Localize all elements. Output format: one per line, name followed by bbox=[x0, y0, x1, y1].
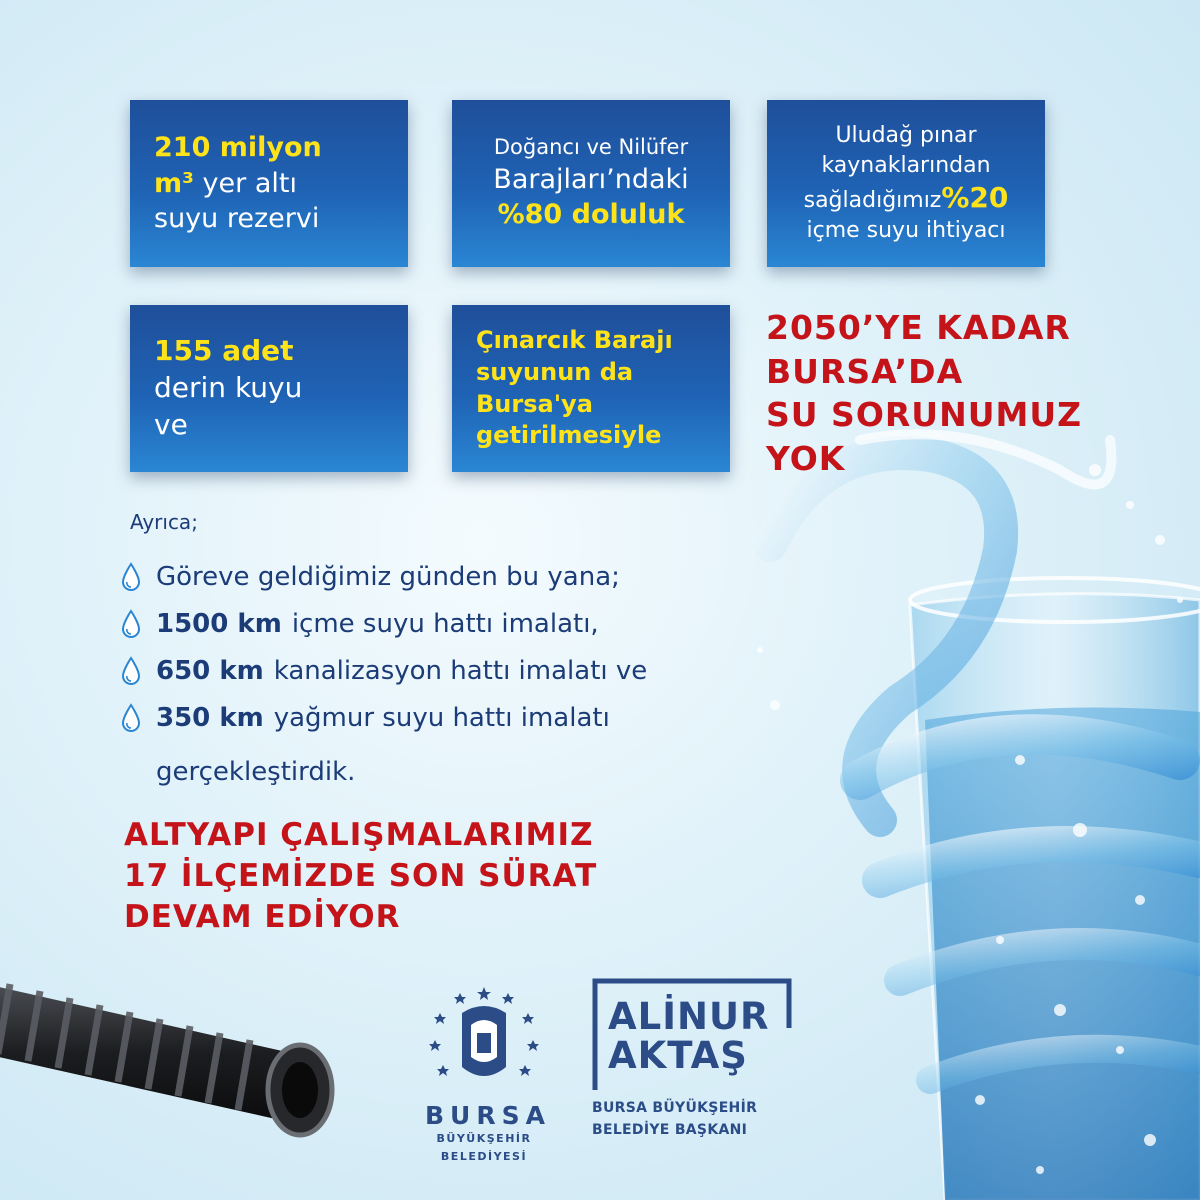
springs-line3-wrap bbox=[804, 180, 1009, 217]
reserve-highlight: 210 milyon bbox=[154, 132, 322, 164]
also-label: Ayrıca; bbox=[130, 510, 198, 534]
headline-top-line3: SU SORUNUMUZ bbox=[766, 395, 1083, 435]
mayor-name bbox=[608, 995, 770, 1077]
dams-line1: Doğancı ve Nilüfer bbox=[493, 135, 689, 160]
water-drop-icon bbox=[120, 609, 142, 639]
headline-no-water-problem bbox=[766, 306, 1082, 480]
headline-bottom-line1: ALTYAPI ÇALIŞMALARIMIZ bbox=[124, 817, 594, 853]
list-item-text: içme suyu hattı imalatı, bbox=[291, 608, 599, 639]
municipality-sub2: BELEDİYESİ bbox=[440, 1149, 528, 1163]
cinarcik-line3: Bursa'ya bbox=[476, 389, 593, 418]
springs-line3: sağladığımız bbox=[803, 187, 942, 213]
wells-highlight: 155 adet bbox=[154, 334, 294, 368]
mayor-title bbox=[592, 1098, 757, 1141]
cinarcik-line4: getirilmesiyle bbox=[476, 421, 662, 450]
reserve-unit: m³ bbox=[154, 167, 194, 199]
list-item-text: Göreve geldiğimiz günden bu yana; bbox=[156, 561, 620, 592]
list-item bbox=[120, 600, 647, 647]
bursa-emblem-icon bbox=[425, 985, 543, 1093]
municipality-logo bbox=[425, 985, 551, 1165]
cinarcik-line1: Çınarcık Barajı bbox=[476, 326, 673, 355]
list-item bbox=[120, 553, 647, 600]
wells-line2: derin kuyu bbox=[154, 371, 303, 405]
dams-highlight: %80 doluluk bbox=[497, 199, 685, 231]
list-item-bold: 650 km bbox=[156, 655, 264, 686]
reserve-line3: suyu rezervi bbox=[154, 203, 320, 235]
springs-line1: Uludağ pınar bbox=[835, 123, 977, 149]
list-item-text: kanalizasyon hattı imalatı ve bbox=[273, 655, 648, 686]
headline-top-line1: 2050’YE KADAR bbox=[766, 308, 1071, 347]
reserve-text: yer altı bbox=[193, 167, 297, 199]
headline-top-line4: YOK bbox=[766, 438, 846, 478]
list-item-bold: 1500 km bbox=[156, 608, 282, 639]
municipality-name: BURSA bbox=[425, 1101, 551, 1130]
stat-card-dams bbox=[452, 100, 730, 267]
list-item bbox=[120, 694, 647, 741]
list-continuation: gerçekleştirdik. bbox=[156, 757, 356, 787]
stat-card-reserve bbox=[130, 100, 408, 267]
stat-card-cinarcik bbox=[452, 305, 730, 472]
mayor-title-line2: BELEDİYE BAŞKANI bbox=[592, 1121, 748, 1138]
springs-line2: kaynaklarından bbox=[821, 152, 991, 178]
dams-line2: Barajları’ndaki bbox=[493, 163, 689, 195]
stat-card-wells bbox=[130, 305, 408, 472]
springs-highlight: %20 bbox=[941, 180, 1009, 214]
municipality-sub1: BÜYÜKŞEHİR bbox=[436, 1132, 532, 1145]
wells-line3: ve bbox=[154, 407, 188, 441]
corrugated-pipe-image bbox=[0, 984, 332, 1135]
headline-bottom-line2: 17 İLÇEMİZDE SON SÜRAT bbox=[124, 857, 598, 894]
list-item bbox=[120, 647, 647, 694]
achievement-list bbox=[120, 553, 647, 741]
water-drop-icon bbox=[120, 656, 142, 686]
list-item-text: yağmur suyu hattı imalatı bbox=[273, 702, 610, 733]
mayor-last-name: AKTAŞ bbox=[608, 1033, 748, 1077]
headline-top-line2: BURSA’DA bbox=[766, 351, 964, 391]
springs-line4: içme suyu ihtiyacı bbox=[806, 218, 1006, 244]
stat-card-springs bbox=[767, 100, 1045, 267]
list-item-bold: 350 km bbox=[156, 702, 264, 733]
reserve-line2 bbox=[154, 166, 384, 202]
headline-infrastructure bbox=[124, 815, 597, 938]
headline-bottom-line3: DEVAM EDİYOR bbox=[124, 898, 401, 935]
cinarcik-line2: suyunun da bbox=[476, 357, 634, 386]
mayor-first-name: ALİNUR bbox=[608, 995, 770, 1038]
water-drop-icon bbox=[120, 562, 142, 592]
mayor-title-line1: BURSA BÜYÜKŞEHİR bbox=[592, 1100, 758, 1116]
water-drop-icon bbox=[120, 703, 142, 733]
